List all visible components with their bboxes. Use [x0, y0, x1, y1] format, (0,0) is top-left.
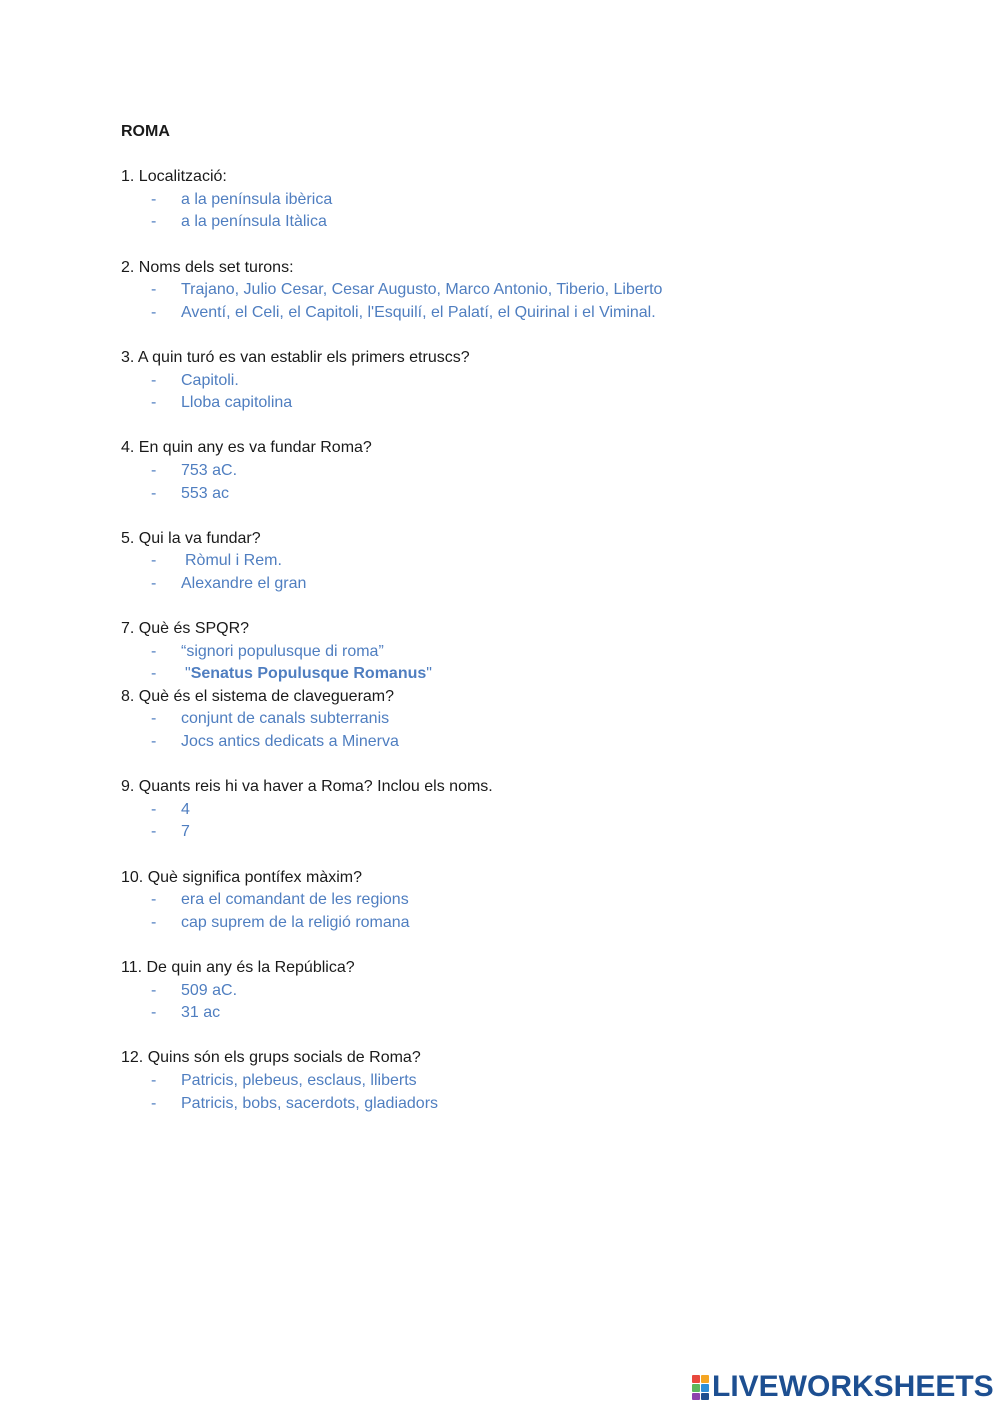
question-text: 8. Què és el sistema de clavegueram? [121, 687, 395, 705]
answer-option[interactable] [121, 370, 921, 393]
answer-options [121, 889, 921, 934]
dash-bullet: - [151, 303, 157, 321]
answer-option[interactable] [121, 912, 921, 935]
option-text: Senatus Populusque Romanus [190, 665, 427, 683]
answer-option[interactable] [121, 663, 921, 686]
dash-bullet: - [151, 281, 157, 299]
answer-option[interactable] [121, 1002, 921, 1025]
question-block-4 [121, 437, 921, 505]
question-text: 5. Qui la va fundar? [121, 529, 261, 547]
answer-options [121, 550, 921, 595]
logo-square-icon [701, 1375, 709, 1383]
dash-bullet: - [151, 190, 157, 208]
option-text: 31 ac [181, 1004, 221, 1022]
option-text: Capitoli. [181, 371, 239, 389]
answer-option[interactable] [121, 1093, 921, 1116]
question-text: 10. Què significa pontífex màxim? [121, 868, 363, 886]
dash-bullet: - [151, 552, 157, 570]
answer-option[interactable] [121, 550, 921, 573]
dash-bullet: - [151, 484, 157, 502]
dash-bullet: - [151, 800, 157, 818]
answer-option[interactable] [121, 641, 921, 664]
question-block-1 [121, 166, 921, 234]
option-text: Lloba capitolina [181, 394, 293, 412]
option-text: conjunt de canals subterranis [181, 710, 390, 728]
dash-bullet: - [151, 213, 157, 231]
answer-option[interactable] [121, 980, 921, 1003]
answer-option[interactable] [121, 708, 921, 731]
answer-options [121, 980, 921, 1025]
answer-option[interactable] [121, 483, 921, 506]
logo-text: LIVEWORKSHEETS [712, 1370, 994, 1403]
liveworksheets-mark-icon [691, 1374, 709, 1400]
answer-options [121, 1070, 921, 1115]
answer-options [121, 708, 921, 753]
answer-option[interactable] [121, 821, 921, 844]
question-text: 2. Noms dels set turons: [121, 258, 294, 276]
question-block-11 [121, 957, 921, 1025]
dash-bullet: - [151, 733, 157, 751]
answer-options [121, 641, 921, 686]
option-text: Jocs antics dedicats a Minerva [181, 733, 399, 751]
option-text: Alexandre el gran [181, 574, 307, 592]
answer-option[interactable] [121, 889, 921, 912]
question-block-12 [121, 1047, 921, 1115]
question-text: 1. Localització: [121, 168, 227, 186]
answer-option[interactable] [121, 799, 921, 822]
logo-square-icon [692, 1375, 700, 1383]
answer-options [121, 799, 921, 844]
dash-bullet: - [151, 665, 157, 683]
logo-square-icon [701, 1384, 709, 1392]
dash-bullet: - [151, 981, 157, 999]
question-text: 11. De quin any és la República? [121, 958, 355, 976]
question-text: 4. En quin any es va fundar Roma? [121, 439, 372, 457]
dash-bullet: - [151, 710, 157, 728]
answer-option[interactable] [121, 189, 921, 212]
dash-bullet: - [151, 461, 157, 479]
option-text: a la península ibèrica [181, 190, 333, 208]
answer-options [121, 460, 921, 505]
option-text: Aventí, el Celi, el Capitoli, l'Esquilí, el Palatí, el Quirinal i el Viminal. [181, 303, 656, 321]
option-text: Patricis, plebeus, esclaus, lliberts [181, 1071, 417, 1089]
answer-options [121, 189, 921, 234]
liveworksheets-logo [691, 1372, 994, 1402]
question-block-9 [121, 776, 921, 844]
answer-option[interactable] [121, 392, 921, 415]
option-text: “signori populusque di roma” [181, 642, 384, 660]
option-text: 553 ac [181, 484, 230, 502]
dash-bullet: - [151, 891, 157, 909]
option-text: 509 aC. [181, 981, 238, 999]
question-block-3 [121, 347, 921, 415]
option-quote-open: " [185, 665, 191, 683]
worksheet [121, 121, 921, 1138]
question-block-8 [121, 686, 921, 754]
option-text: Patricis, bobs, sacerdots, gladiadors [181, 1094, 439, 1112]
dash-bullet: - [151, 1004, 157, 1022]
logo-square-icon [692, 1393, 700, 1400]
dash-bullet: - [151, 823, 157, 841]
option-text: a la península Itàlica [181, 213, 327, 231]
answer-option[interactable] [121, 460, 921, 483]
answer-options [121, 279, 921, 324]
option-text: Ròmul i Rem. [185, 552, 282, 570]
question-text: 7. Què és SPQR? [121, 620, 250, 638]
question-text: 12. Quins són els grups socials de Roma? [121, 1049, 421, 1067]
option-text: era el comandant de les regions [181, 891, 409, 909]
option-text: Trajano, Julio Cesar, Cesar Augusto, Marco Antonio, Tiberio, Liberto [181, 281, 663, 299]
logo-square-icon [701, 1393, 709, 1400]
dash-bullet: - [151, 574, 157, 592]
answer-option[interactable] [121, 573, 921, 596]
question-text: 3. A quin turó es van establir els primers etruscs? [121, 348, 470, 366]
dash-bullet: - [151, 1071, 157, 1089]
answer-options [121, 370, 921, 415]
option-quote-close: " [426, 665, 432, 683]
dash-bullet: - [151, 642, 157, 660]
dash-bullet: - [151, 394, 157, 412]
option-text: 753 aC. [181, 461, 238, 479]
dash-bullet: - [151, 1094, 157, 1112]
logo-square-icon [692, 1384, 700, 1392]
question-block-2 [121, 257, 921, 325]
answer-option[interactable] [121, 302, 921, 325]
question-block-10 [121, 867, 921, 935]
question-block-5 [121, 528, 921, 596]
option-text: 7 [181, 823, 190, 841]
option-text: 4 [181, 800, 190, 818]
answer-option[interactable] [121, 731, 921, 754]
answer-option[interactable] [121, 1070, 921, 1093]
question-text: 9. Quants reis hi va haver a Roma? Inclou els noms. [121, 778, 493, 796]
question-block-7 [121, 618, 921, 686]
option-text: cap suprem de la religió romana [181, 913, 410, 931]
dash-bullet: - [151, 913, 157, 931]
page-title: ROMA [121, 123, 170, 140]
dash-bullet: - [151, 371, 157, 389]
answer-option[interactable] [121, 211, 921, 234]
answer-option[interactable] [121, 279, 921, 302]
